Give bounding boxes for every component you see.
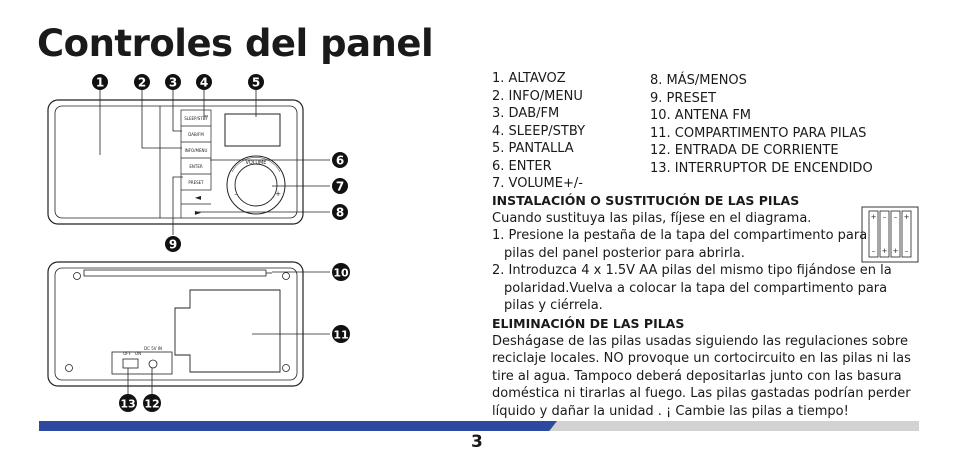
step1-line: 1. Presione la pestaña de la tapa del compartimento para [492, 228, 868, 244]
battery-sign: – [882, 213, 887, 221]
callout-6 [332, 152, 348, 168]
back-bezel [55, 268, 297, 380]
step2-line: polaridad.Vuelva a colocar la tapa del compartimento para [504, 280, 888, 296]
disposal-line: doméstica ni tirarlas al fuego. Las pilas gastadas podrían perder [492, 386, 911, 402]
switch-off-label: OFF [123, 351, 131, 356]
list-item: 11. COMPARTIMENTO PARA PILAS [650, 125, 867, 141]
battery-sign: – [871, 247, 876, 255]
battery-sign: – [893, 213, 898, 221]
dc-jack [149, 360, 157, 368]
leader-lines [100, 90, 330, 395]
disposal-line: reciclaje locales. NO provoque un cortocircuito en las pilas ni las [492, 351, 911, 367]
battery-disposal-text [492, 333, 911, 420]
battery-install-text [492, 210, 892, 314]
battery-sign: + [870, 213, 877, 221]
step2-line: pilas y ciérrela. [504, 298, 603, 314]
switch-on-label: ON [134, 351, 142, 356]
battery-sign: + [881, 247, 888, 255]
step2-line: 2. Introduzca 4 x 1.5V AA pilas del mismo tipo fijándose en la [492, 263, 892, 279]
display-screen [225, 114, 280, 146]
list-item: 3. DAB/FM [492, 106, 560, 121]
btn-label-dab: DAB/FM [188, 132, 204, 137]
list-item: 13. INTERRUPTOR DE ENCENDIDO [650, 160, 873, 176]
svg-text:10: 10 [333, 266, 349, 280]
callout-4 [196, 74, 212, 90]
svg-text:13: 13 [120, 397, 136, 411]
btn-label-info: INFO/MENU [184, 148, 208, 153]
fm-antenna [84, 270, 266, 276]
page-title: Controles del panel [37, 22, 434, 65]
battery-sign: + [892, 247, 899, 255]
list-item: 8. MÁS/MENOS [650, 73, 747, 88]
callout-7 [332, 178, 348, 194]
svg-text:9: 9 [168, 237, 178, 252]
battery-install-heading: INSTALACIÓN O SUSTITUCIÓN DE LAS PILAS [492, 193, 800, 208]
volume-knob [235, 164, 277, 206]
list-item: 7. VOLUME+/- [492, 176, 583, 191]
footer-gray-bar [549, 421, 919, 431]
svg-text:4: 4 [199, 75, 209, 90]
callout-12 [143, 394, 161, 412]
callout-11 [332, 325, 350, 343]
switch-panel [112, 352, 172, 374]
callout-1 [92, 74, 108, 90]
list-item: 2. INFO/MENU [492, 88, 583, 104]
back-casing [48, 262, 303, 386]
arrow-right-icon: ► [194, 208, 202, 217]
step1-line: pilas del panel posterior para abrirla. [504, 245, 745, 261]
vol-minus-label: – [234, 190, 238, 198]
footer-blue-bar [39, 421, 557, 431]
power-switch [123, 359, 138, 368]
battery-compartment [175, 290, 280, 372]
callout-8 [332, 204, 348, 220]
svg-text:2: 2 [137, 75, 147, 90]
back-view [48, 262, 303, 386]
vol-plus-label: + [275, 190, 281, 198]
svg-text:12: 12 [144, 397, 160, 411]
page-number: 3 [471, 432, 483, 452]
list-item: 10. ANTENA FM [650, 108, 752, 123]
dc-in-label: DC 5V IN [144, 346, 162, 351]
svg-text:1: 1 [95, 75, 105, 90]
disposal-line: líquido y dañar la unidad . ¡ Cambie las pilas a tiempo! [492, 403, 849, 419]
list-item: 5. PANTALLA [492, 141, 574, 156]
list-item: 12. ENTRADA DE CORRIENTE [650, 143, 839, 158]
list-item: 6. ENTER [492, 158, 552, 174]
callout-3 [165, 74, 181, 90]
list-item: 9. PRESET [650, 90, 717, 106]
btn-label-sleep: SLEEP/STBY [184, 116, 208, 121]
disposal-line: tire al agua. Tampoco deberá depositarlas junto con las basura [492, 368, 902, 384]
svg-text:8: 8 [335, 205, 345, 220]
parts-list-col2 [650, 72, 873, 177]
svg-text:7: 7 [335, 179, 345, 194]
btn-label-preset: PRESET [188, 180, 204, 185]
btn-label-enter: ENTER [189, 164, 203, 169]
callout-5 [248, 74, 264, 90]
callout-9 [165, 236, 181, 252]
battery-sign: – [904, 247, 909, 255]
arrow-left-icon: ◄ [194, 193, 202, 202]
battery-disposal-heading: ELIMINACIÓN DE LAS PILAS [492, 316, 685, 331]
callout-13 [119, 394, 137, 412]
callout-2 [134, 74, 150, 90]
svg-text:11: 11 [333, 328, 349, 342]
list-item: 1. ALTAVOZ [492, 71, 566, 86]
svg-text:5: 5 [251, 75, 261, 90]
svg-text:6: 6 [335, 153, 345, 168]
callout-10 [332, 263, 350, 281]
callouts [92, 74, 350, 412]
list-item: 4. SLEEP/STBY [492, 123, 586, 139]
parts-list-col1 [492, 70, 585, 193]
svg-text:3: 3 [168, 75, 178, 90]
battery-sign: + [903, 213, 910, 221]
disposal-line: Deshágase de las pilas usadas siguiendo las regulaciones sobre [492, 334, 908, 349]
volume-label: VOLUME [245, 160, 267, 166]
intro-line: Cuando sustituya las pilas, fíjese en el diagrama. [492, 211, 812, 226]
